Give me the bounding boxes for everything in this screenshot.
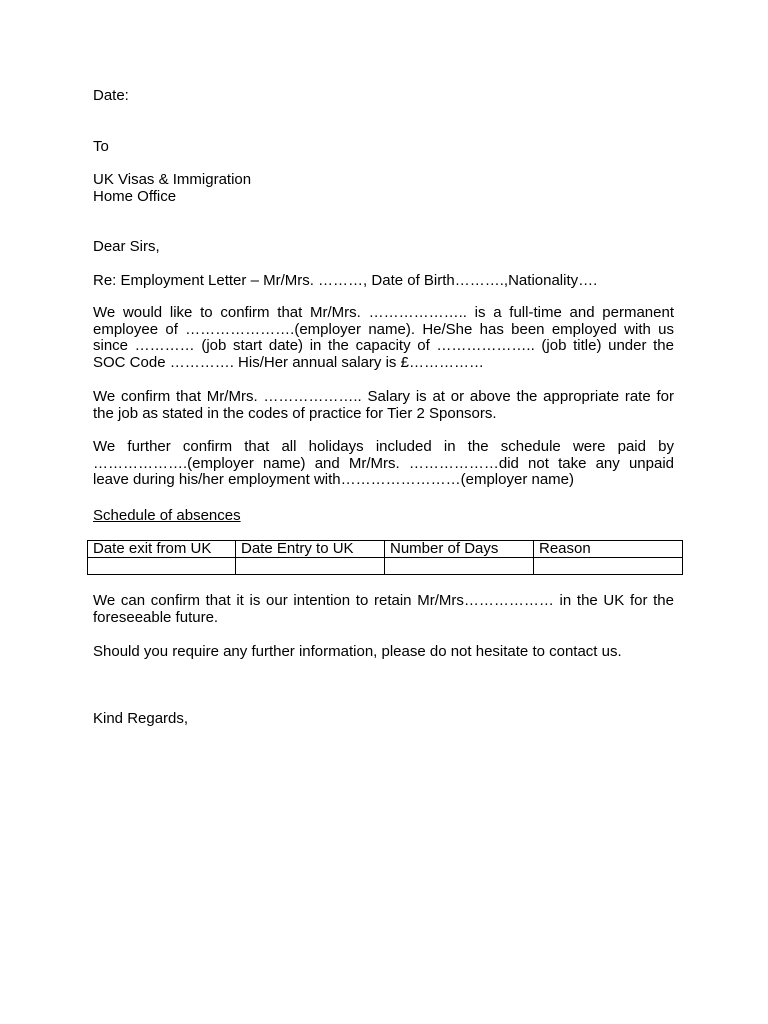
table-cell	[236, 558, 385, 575]
table-cell	[88, 558, 236, 575]
schedule-of-absences-table	[87, 540, 683, 575]
paragraph-line: SOC Code …………. His/Her annual salary is £……………	[93, 354, 484, 372]
paragraph-line: We would like to confirm that Mr/Mrs. ……………….. is a full-time and permanent	[93, 304, 674, 321]
subject-line: Re: Employment Letter – Mr/Mrs. ………, Date of Birth……….,Nationality….	[93, 272, 598, 289]
paragraph-line: We confirm that Mr/Mrs. ……………….. Salary is at or above the appropriate rate for	[93, 388, 674, 405]
paragraph-line: ……………….(employer name) and Mr/Mrs. ………………did not take any unpaid	[93, 454, 674, 472]
paragraph-employment-confirmation	[93, 305, 674, 372]
paragraph-retention-intention	[93, 593, 674, 626]
recipient-line-2: Home Office	[93, 188, 177, 205]
date-label: Date:	[93, 87, 129, 104]
paragraph-contact-offer: Should you require any further information, please do not hesitate to contact us.	[93, 643, 622, 660]
paragraph-line: We can confirm that it is our intention to retain Mr/Mrs……………… in the UK for the	[93, 592, 674, 609]
table-row	[88, 558, 683, 575]
paragraph-line: since ………… (job start date) in the capacity of ……………….. (job title) under the	[93, 337, 674, 355]
closing: Kind Regards,	[93, 710, 189, 727]
schedule-heading: Schedule of absences	[93, 507, 241, 524]
paragraph-line: We further confirm that all holidays included in the schedule were paid by	[93, 438, 674, 455]
table-header-cell: Number of Days	[385, 541, 534, 558]
table-header-cell: Date Entry to UK	[236, 541, 385, 558]
table-cell	[385, 558, 534, 575]
recipient-line-1: UK Visas & Immigration	[93, 171, 252, 188]
paragraph-line: leave during his/her employment with……………………(employer name)	[93, 471, 574, 489]
paragraph-holidays-confirmation	[93, 439, 674, 489]
paragraph-line: foreseeable future.	[93, 608, 219, 626]
salutation: Dear Sirs,	[93, 238, 160, 255]
paragraph-line: the job as stated in the codes of practice for Tier 2 Sponsors.	[93, 404, 497, 422]
to-label: To	[93, 138, 109, 155]
table-header-cell: Date exit from UK	[88, 541, 236, 558]
paragraph-salary-confirmation	[93, 389, 674, 422]
paragraph-line: employee of ………………….(employer name). He/She has been employed with us	[93, 320, 674, 338]
table-cell	[534, 558, 683, 575]
table-header-cell: Reason	[534, 541, 683, 558]
table-header-row	[88, 541, 683, 558]
